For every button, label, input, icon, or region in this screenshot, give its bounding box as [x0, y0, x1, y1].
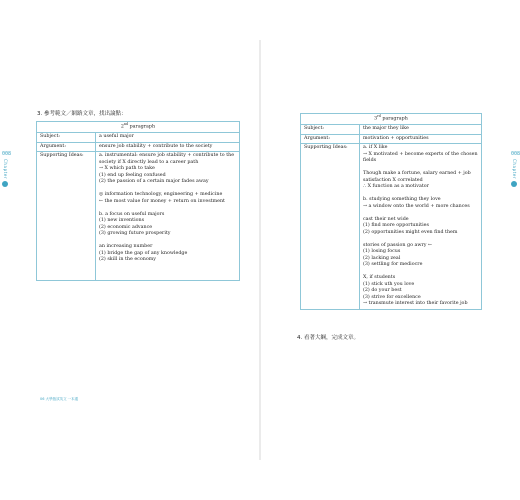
supporting-idea-line: X, if students	[363, 275, 396, 281]
supporting-idea-line: (1) losing focus	[363, 249, 401, 255]
left-chapter-tab	[2, 151, 12, 187]
supporting-idea-line: (1) stick uth you love	[363, 281, 415, 287]
right-heading: 4. 看著大綱，完成文章。	[297, 335, 359, 341]
supporting-idea-line: (2) opportunities might even find them	[363, 229, 458, 235]
argument-value: motivation + opportunities	[360, 134, 482, 144]
subject-value: a useful major	[96, 133, 240, 143]
supporting-idea-line: (1) new inventions	[99, 218, 145, 224]
supporting-idea-line: b. a focus on useful majors	[99, 211, 165, 217]
supporting-idea-line: ∴ X function as a motivator	[363, 184, 429, 190]
supporting-ideas-label: Supporting Ideas:	[301, 144, 360, 310]
supporting-idea-line: Though make a fortune, salary earned + job	[363, 171, 471, 177]
argument-label: Argument:	[301, 134, 360, 144]
argument-label: Argument:	[37, 142, 96, 152]
chapter-label: Chapter	[512, 159, 517, 180]
supporting-idea-line: stories of passion go awry ←	[363, 242, 433, 248]
supporting-ideas-label: Supporting Ideas:	[37, 152, 96, 281]
supporting-idea-line: satisfaction X correlated	[363, 177, 423, 183]
left-table-title: 2nd paragraph	[37, 122, 240, 133]
supporting-idea-line: cast their net wide	[363, 216, 409, 222]
supporting-idea-line: ◎ information technology, engineering + medicine	[99, 192, 223, 198]
supporting-idea-line: society if X directly lead to a career path	[99, 159, 199, 165]
supporting-idea-line: → X which path to take	[99, 166, 155, 172]
supporting-idea-line: a. instrumental: ensure job stability + contribute to the	[99, 153, 235, 159]
supporting-idea-line: (2) lacking zeal	[363, 255, 401, 261]
chapter-number: 008	[511, 151, 520, 157]
right-chapter-tab	[511, 152, 518, 187]
supporting-ideas-list	[96, 152, 240, 281]
supporting-ideas-list	[360, 144, 482, 310]
chapter-dot-icon	[2, 181, 8, 187]
supporting-idea-line: (3) strive for excellence	[363, 294, 421, 300]
chapter-number: 008	[2, 151, 12, 157]
supporting-idea-line: → transmute interest into their favorite job	[363, 301, 468, 307]
supporting-idea-line: → X motivated + become experts of the chosen	[363, 151, 478, 157]
supporting-idea-line: an increasing number	[99, 244, 153, 250]
supporting-idea-line: fields	[363, 158, 377, 164]
chapter-label: Chapter	[3, 159, 8, 180]
supporting-idea-line: → a window onto the world + more chances	[363, 203, 470, 209]
supporting-idea-line: (3) growing future prosperity	[99, 231, 171, 237]
supporting-idea-line: (2) the passion of a certain major fades away	[99, 179, 209, 185]
supporting-idea-line: (2) do your best	[363, 288, 402, 294]
subject-label: Subject:	[37, 133, 96, 143]
supporting-idea-line: ← the most value for money + return on investment	[99, 198, 225, 204]
right-table-title: 3rd paragraph	[301, 114, 482, 125]
page-gutter	[259, 40, 261, 460]
supporting-idea-line: (1) bridge the gap of any knowledge	[99, 250, 188, 256]
chapter-dot-icon	[511, 181, 517, 187]
page-footer: 06 大學甄試英文 一本通	[40, 397, 79, 401]
supporting-idea-line: b. studying something they love	[363, 197, 441, 203]
supporting-idea-line: (1) find more opportunities	[363, 223, 429, 229]
supporting-idea-line: a. if X like	[363, 145, 388, 151]
supporting-idea-line: (1) end up feeling confused	[99, 172, 166, 178]
supporting-idea-line: (3) settling for mediocre	[363, 262, 423, 268]
right-outline-table	[300, 113, 482, 310]
subject-value: the major they like	[360, 125, 482, 135]
left-outline-table	[36, 121, 240, 281]
subject-label: Subject:	[301, 125, 360, 135]
argument-value: ensure job stability + contribute to the society	[96, 142, 240, 152]
supporting-idea-line: (2) economic advance	[99, 224, 153, 230]
left-heading: 3. 參考範文／網路文章，找出論點：	[37, 111, 127, 117]
supporting-idea-line: (2) skill in the economy	[99, 257, 156, 263]
